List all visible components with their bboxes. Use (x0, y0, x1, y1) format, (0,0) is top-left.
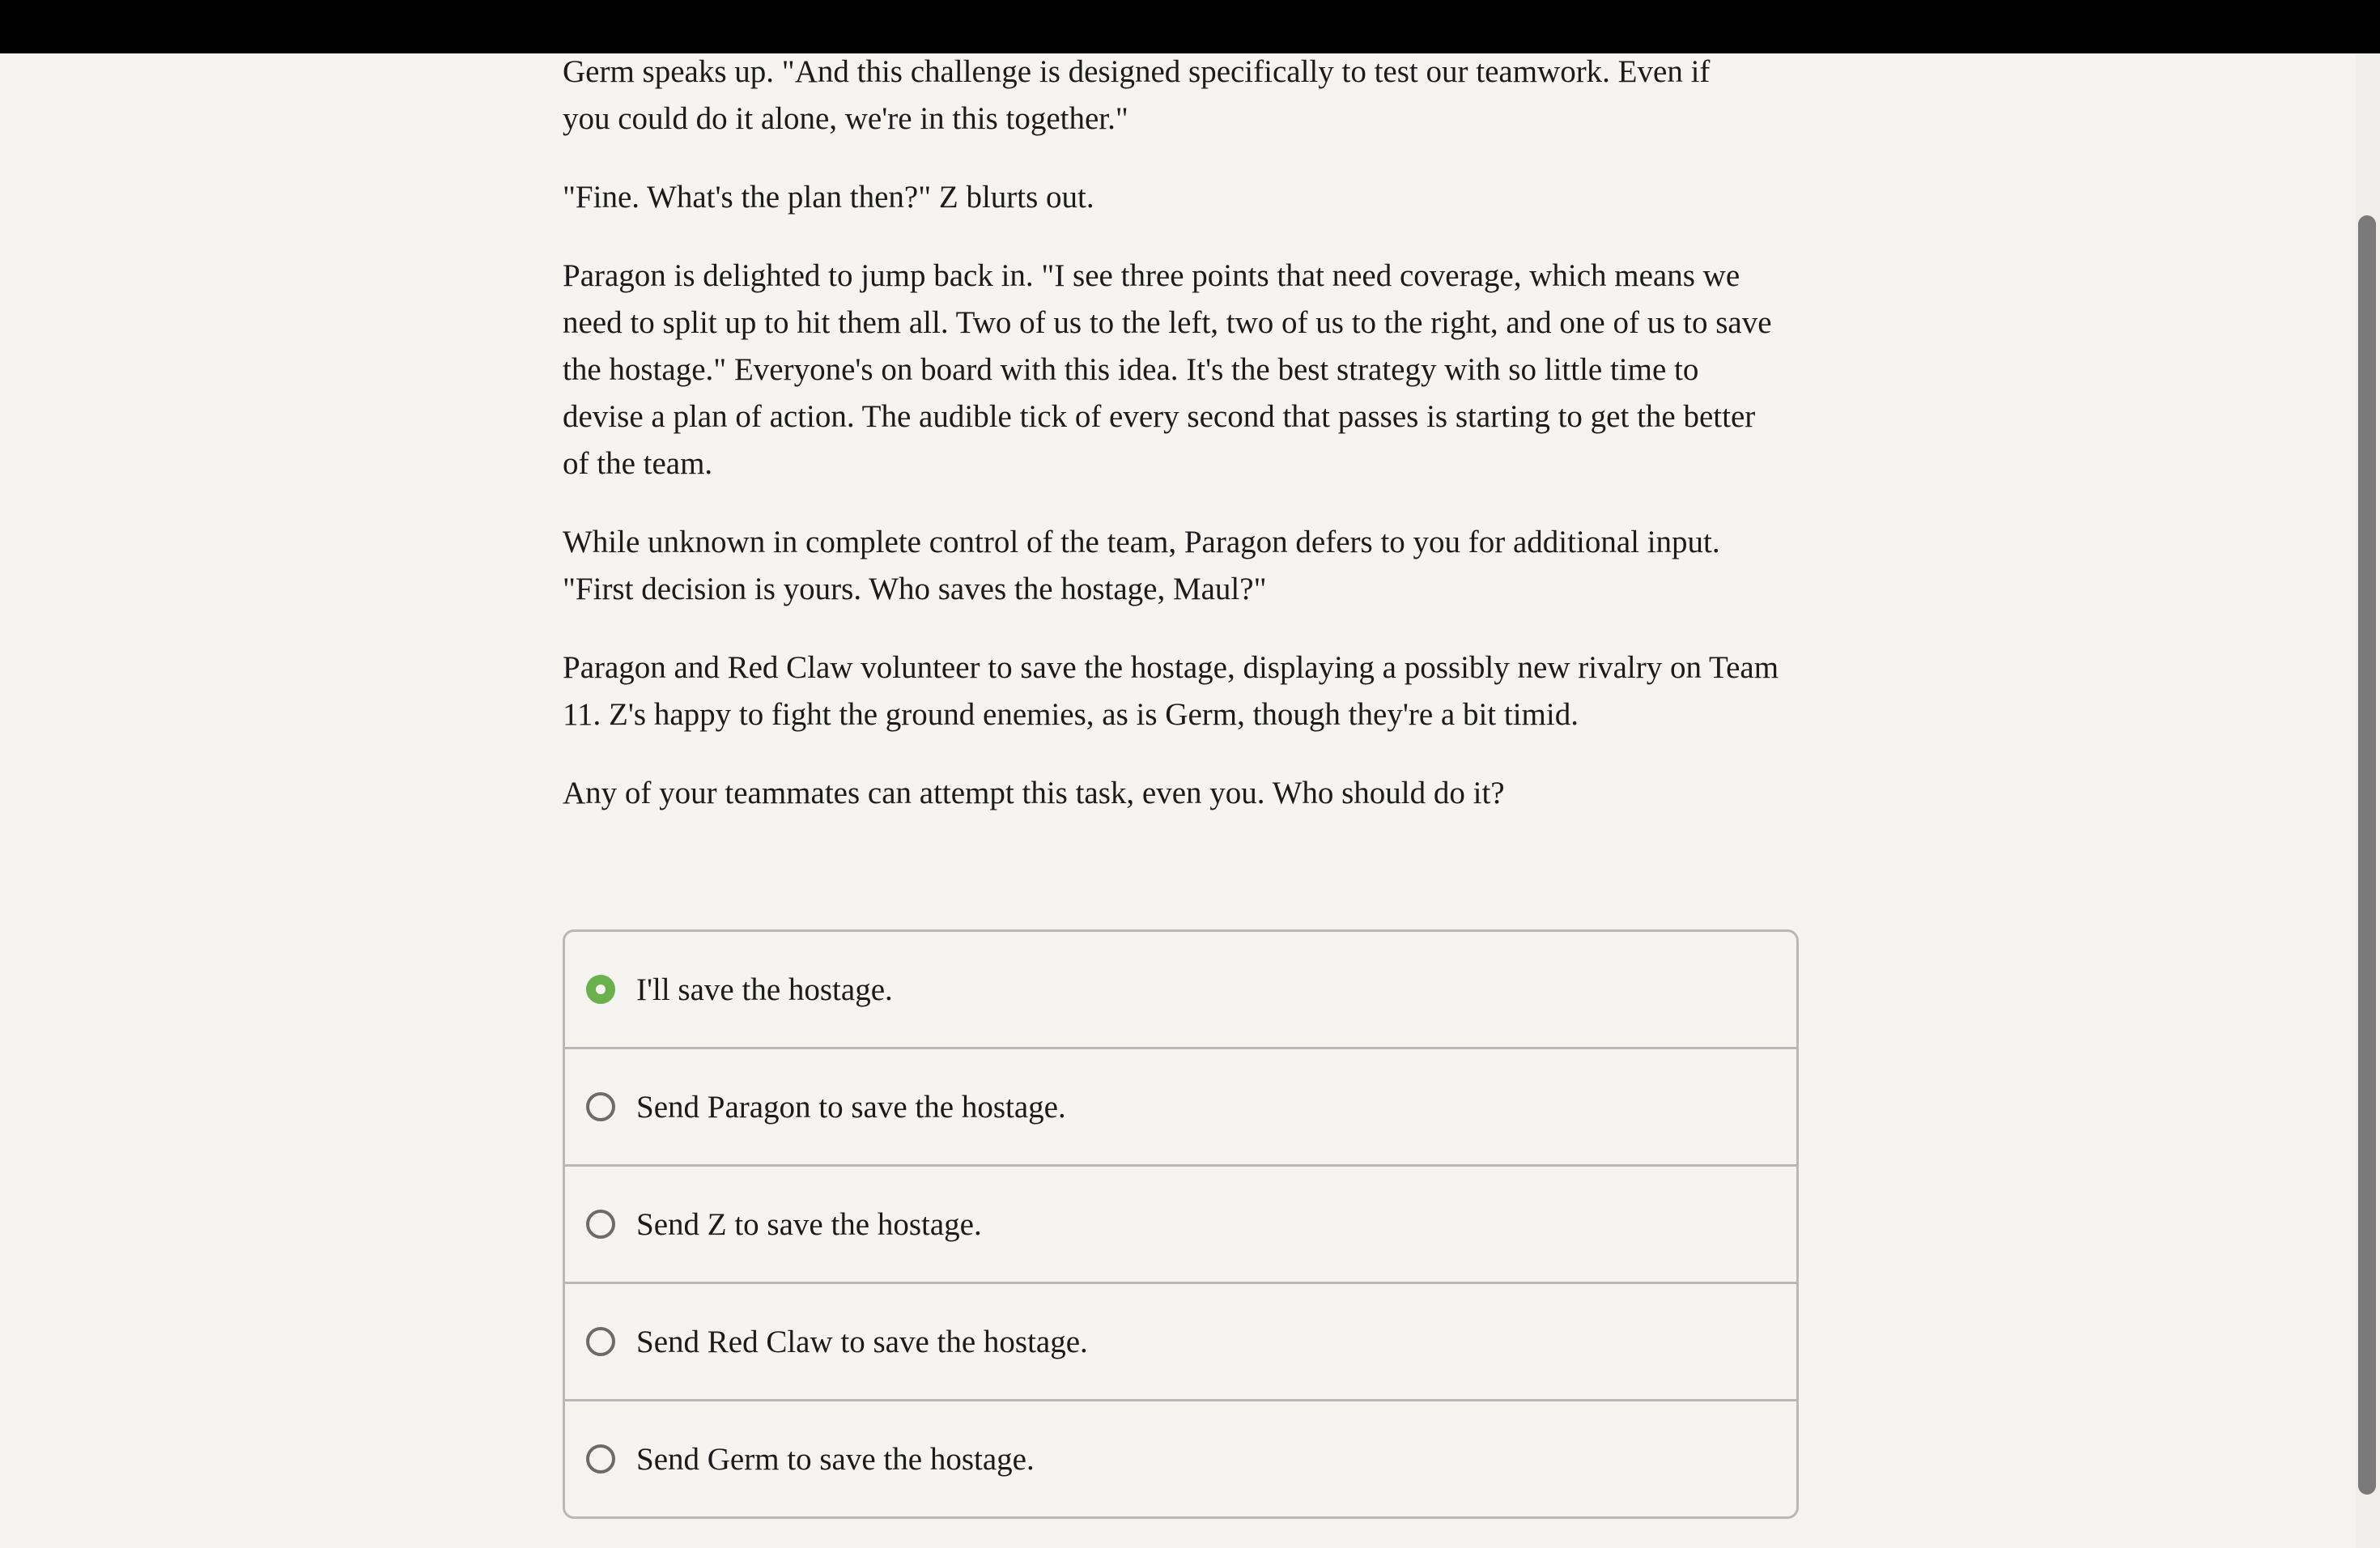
scrollbar-thumb[interactable] (2358, 215, 2376, 1495)
choice-label: Send Germ to save the hostage. (636, 1441, 1035, 1477)
choice-label: Send Paragon to save the hostage. (636, 1089, 1066, 1125)
choice-option[interactable] (565, 1284, 1796, 1401)
story-paragraph: "Fine. What's the plan then?" Z blurts out. (563, 180, 1094, 215)
top-bar (0, 0, 2380, 53)
choice-option[interactable] (565, 1049, 1796, 1167)
radio-icon[interactable] (586, 1210, 615, 1239)
story-paragraph: Any of your teammates can attempt this task, even you. Who should do it? (563, 776, 1505, 810)
choice-label: I'll save the hostage. (636, 972, 893, 1007)
scrollbar[interactable] (2356, 53, 2380, 1548)
choice-option[interactable] (565, 932, 1796, 1049)
radio-icon[interactable] (586, 1092, 615, 1121)
choice-option[interactable] (565, 1401, 1796, 1516)
choice-list (563, 929, 1799, 1519)
story-paragraph: Paragon is delighted to jump back in. "I see three points that need coverage, which means we need to split up to hit them all. Two of us to the left, two of us to the right, and one of us to save the hostage." Everyone's on board with this idea. It's the best strategy with so little time to devise a plan of action. The audible tick of every second that passes is starting to get the better of the team. (563, 258, 1772, 481)
radio-icon[interactable] (586, 1327, 615, 1356)
choice-option[interactable] (565, 1167, 1796, 1284)
choice-label: Send Red Claw to save the hostage. (636, 1324, 1088, 1359)
story-text (563, 49, 1797, 848)
choice-label: Send Z to save the hostage. (636, 1206, 982, 1242)
story-paragraph: While unknown in complete control of the team, Paragon defers to you for additional input. "First decision is yours. Who saves the hostage, Maul?" (563, 525, 1720, 606)
story-paragraph: Paragon and Red Claw volunteer to save the hostage, displaying a possibly new rivalry on Team 11. Z's happy to fight the ground enemies, as is Germ, though they're a bit timid. (563, 650, 1779, 732)
page (0, 53, 2380, 1548)
radio-icon[interactable] (586, 1444, 615, 1474)
story-paragraph: Germ speaks up. "And this challenge is designed specifically to test our teamwork. Even if you could do it alone, we're in this together." (563, 54, 1711, 136)
radio-selected-icon[interactable] (586, 975, 615, 1004)
